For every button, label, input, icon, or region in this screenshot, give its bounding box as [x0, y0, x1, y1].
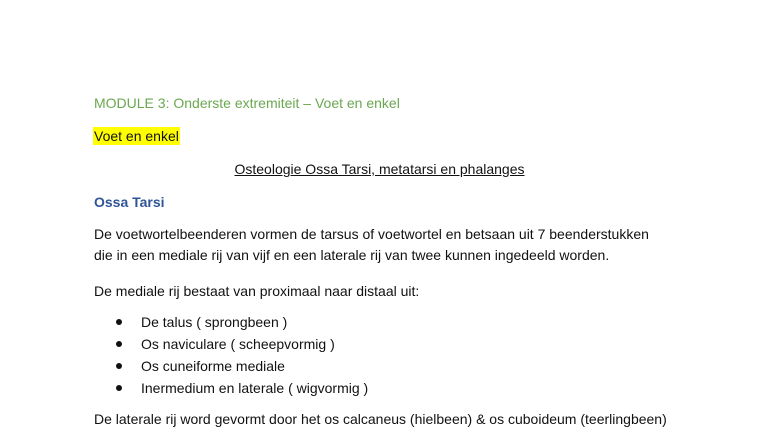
list-item-text: De talus ( sprongbeen )	[141, 314, 288, 330]
bullet-icon	[116, 319, 122, 325]
bullet-icon	[116, 341, 122, 347]
paragraph-line-2: die in een mediale rij van vijf en een laterale rij van twee kunnen ingedeeld worden.	[94, 247, 610, 263]
paragraph-line-1: De voetwortelbeenderen vormen de tarsus of voetwortel en betsaan uit 7 beenderstukken	[94, 226, 649, 242]
module-title: MODULE 3: Onderste extremiteit – Voet en enkel	[94, 95, 400, 111]
paragraph-tarsus	[94, 224, 649, 266]
paragraph-medial-row: De mediale rij bestaat van proximaal naar distaal uit:	[94, 283, 420, 299]
highlighted-heading: Voet en enkel	[94, 128, 179, 144]
list-item-text: Os naviculare ( scheepvormig )	[141, 336, 335, 352]
bullet-icon	[116, 363, 122, 369]
section-heading: Ossa Tarsi	[94, 194, 165, 210]
bullet-icon	[116, 385, 122, 391]
list-item-text: Inermedium en laterale ( wigvormig )	[141, 380, 369, 396]
list-item-text: Os cuneiforme mediale	[141, 358, 285, 374]
paragraph-lateral-row: De laterale rij word gevormt door het os calcaneus (hielbeen) & os cuboideum (teerlingbeen)	[94, 411, 667, 427]
center-heading: Osteologie Ossa Tarsi, metatarsi en phalanges	[234, 161, 525, 177]
